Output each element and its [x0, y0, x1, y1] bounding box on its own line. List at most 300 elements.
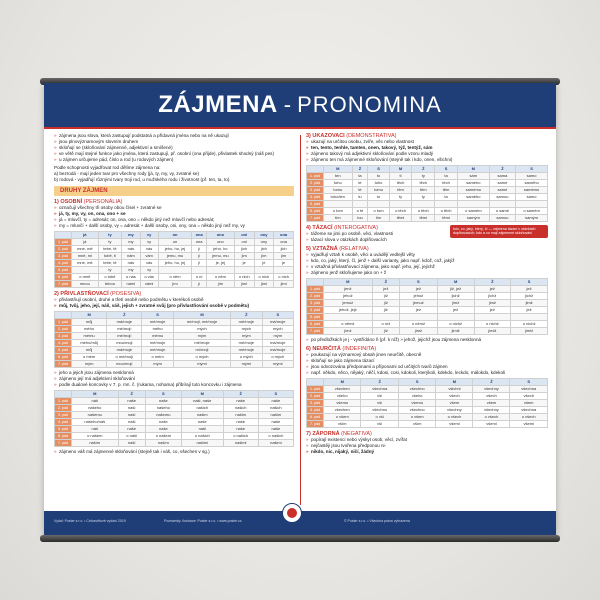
table-cell: jež [400, 286, 438, 293]
table-cell: o nichž [437, 321, 474, 328]
privl-last: » zájmeno váš má zájmenné skloňování (stejně tak i váš, co, všechen v sg.) [54, 449, 294, 455]
table-cell: těmi [412, 215, 435, 222]
rodova-text: b) rodová - vyjadřují různými tvary troji rod, u mužského rodu i životnost (př. ten, ta, to) [54, 177, 230, 182]
table-row [307, 393, 548, 400]
table-cell: mé/moje [142, 340, 173, 347]
table-row [55, 260, 294, 267]
vztazna-point: » zájmeno jenž skloňujeme jako on + ž [306, 270, 548, 276]
table-cell: naše [258, 419, 293, 426]
table-cell: tebou [98, 281, 122, 288]
table-cell: mého [142, 326, 173, 333]
osobni-table [54, 231, 294, 288]
footer-text: Poznámky: Ilustrace: Poster s.r.o. • www.poster.cz [164, 519, 242, 523]
table-cell: jež [372, 286, 399, 293]
table-cell: naše [145, 398, 181, 405]
table-header-cell: S [435, 166, 458, 173]
table-cell: jich [254, 246, 274, 253]
table-cell: ona [192, 239, 207, 246]
case-label: 1. pád [307, 386, 324, 393]
ukaz-point: » ukazují na určitou osobu, zvíře, věc nebo vlastnost [306, 139, 548, 145]
table-cell: je [234, 260, 254, 267]
table-row [307, 187, 548, 194]
case-label: 3. pád [55, 412, 72, 419]
case-label: 6. pád [307, 414, 324, 421]
table-cell: naše [118, 426, 145, 433]
table-header-cell: M [181, 391, 223, 398]
vztazna-tag: (RELATIVA) [339, 246, 369, 252]
table-cell: o našem [72, 433, 119, 440]
table-cell: jež [511, 286, 548, 293]
case-label: 4. pád [55, 340, 72, 347]
table-cell: má/moje [262, 347, 293, 354]
tazaci-point: » tázací slova v otázkách doplňovacích [306, 237, 451, 243]
table-cell: jež [437, 307, 474, 314]
case-label: 3. pád [307, 300, 324, 307]
table-cell: všem [436, 400, 473, 407]
table-header-cell: já [72, 232, 99, 239]
table-cell: o těch [389, 208, 412, 215]
table-cell: mnou [72, 281, 99, 288]
table-cell: o mých [231, 354, 262, 361]
table-cell: všemu [398, 400, 435, 407]
table-cell: tou [352, 215, 368, 222]
table-cell: jíž [372, 328, 399, 335]
table-cell: náš [72, 398, 119, 405]
table-header-cell: S [262, 312, 293, 319]
case-label: 6. pád [55, 274, 72, 281]
table-cell: těch [435, 180, 458, 187]
intro-item: » ve větě mají stejné funkce jako jména, která zastupují, př. osobní (ona přijde), přivlastek shodný (náš pes) [54, 151, 294, 157]
table-cell: mne, mě [72, 246, 99, 253]
table-row [55, 239, 294, 246]
table-cell: samou [489, 194, 515, 201]
table-cell: to [368, 194, 389, 201]
table-cell: mých [173, 326, 230, 333]
table-row [55, 253, 294, 260]
table-cell: o mém [142, 354, 173, 361]
table-cell: o našich [181, 433, 223, 440]
table-cell: mou/moji [107, 340, 142, 347]
table-header-cell: on [158, 232, 192, 239]
table-cell: mé/mojí [107, 333, 142, 340]
table-cell: jich [234, 246, 254, 253]
table-row [55, 333, 294, 340]
table-row [307, 286, 548, 293]
table-header-row [55, 391, 294, 398]
case-label: 2. pád [55, 405, 72, 412]
table-cell: jež [474, 307, 511, 314]
table-cell: všemu [324, 400, 361, 407]
case-label: 3. pád [307, 400, 324, 407]
table-cell [158, 267, 192, 274]
table-cell: všemi [436, 421, 473, 428]
table-row [307, 321, 548, 328]
case-label: 4. pád [55, 419, 72, 426]
table-cell: samým [516, 215, 548, 222]
table-cell: jemu, mu [206, 253, 234, 260]
table-cell: všechno [398, 386, 435, 393]
table-cell: našeho/náš [72, 419, 119, 426]
table-cell: vás [140, 260, 158, 267]
table-cell: náš [72, 426, 119, 433]
table-cell: té [352, 180, 368, 187]
table-cell: našich [223, 405, 258, 412]
table-row [55, 361, 294, 368]
table-cell: mou/mojí [107, 361, 142, 368]
table-cell: jíž [372, 293, 399, 300]
table-cell: o všech [436, 414, 473, 421]
table-row [55, 347, 294, 354]
table-header-cell: S [145, 391, 181, 398]
table-cell [206, 267, 234, 274]
table-cell: těm [389, 187, 412, 194]
table-cell: je [254, 260, 274, 267]
table-row [55, 440, 294, 447]
table-header-cell: M [389, 166, 412, 173]
table-cell: vším [324, 421, 361, 428]
table-cell: my [122, 267, 140, 274]
table-cell [400, 314, 438, 321]
table-header-row [307, 279, 548, 286]
table-cell: naše [145, 426, 181, 433]
ukaz-point: » zájmeno takový má adjektivní skloňování podle vzoru mladý [306, 151, 548, 157]
table-cell: všem [473, 400, 510, 407]
privl-table-nas [54, 390, 294, 447]
table-cell: o nichž [474, 321, 511, 328]
table-cell: vší [361, 393, 398, 400]
table-cell: o všech [473, 414, 510, 421]
table-cell: ty [412, 194, 435, 201]
table-cell [474, 314, 511, 321]
poster-bottom-rod [40, 535, 560, 542]
table-cell: má/moje [107, 347, 142, 354]
table-cell: těch [389, 180, 412, 187]
table-row [55, 426, 294, 433]
table-cell: jíž [372, 300, 399, 307]
table-header-cell: Ž [107, 312, 142, 319]
table-cell: již [372, 307, 399, 314]
table-row [55, 340, 294, 347]
table-cell: o něm [158, 274, 192, 281]
table-cell: vy [140, 239, 158, 246]
table-header-cell: S [142, 312, 173, 319]
table-cell: toho [324, 180, 353, 187]
footer-text: © Poster s.r.o. • Všechna práva vyhrazena [344, 519, 410, 523]
table-cell: jemuž [324, 300, 373, 307]
table-cell [324, 201, 353, 208]
table-cell [412, 201, 435, 208]
footer-text: Vydal: Poster s.r.o. • Celosvětové vydání 2019 [54, 519, 126, 523]
table-cell: jenž [324, 286, 373, 293]
table-header-cell: Ž [361, 379, 398, 386]
table-cell: vším [398, 421, 435, 428]
table-row [55, 274, 294, 281]
table-cell: samo [516, 194, 548, 201]
table-header-cell: M [436, 379, 473, 386]
table-cell [511, 314, 548, 321]
neurc-point: » např. někdo, něco, nějaký, něčí, kdosi, cosi, kdokoli, kterýkoli, kdekdo, leckdo, málokdo, kdekoli [306, 370, 548, 376]
vztazna-table [306, 278, 548, 335]
table-cell: naše [223, 398, 258, 405]
table-cell: naše [145, 419, 181, 426]
table-cell [324, 314, 373, 321]
table-cell: o našem [145, 433, 181, 440]
table-cell: vší [361, 421, 398, 428]
table-cell: o mých [262, 354, 293, 361]
table-header-cell: oni [234, 232, 254, 239]
table-header-cell: S [510, 379, 548, 386]
table-cell: všech [436, 393, 473, 400]
case-label: 1. pád [55, 398, 72, 405]
table-row [307, 328, 548, 335]
neurc-title: 6) NEURČITÁ [306, 346, 341, 352]
tazaci-point: » tážeme se jimi po osobě, věci, vlastnosti [306, 231, 451, 237]
case-label: 1. pád [307, 173, 324, 180]
table-cell: o nich [234, 274, 254, 281]
table-cell: jímž [324, 328, 373, 335]
table-header-cell: Ž [231, 312, 262, 319]
table-cell: jím [206, 281, 234, 288]
table-cell: jim [234, 253, 254, 260]
table-cell: všichni [436, 386, 473, 393]
case-label: 6. pád [307, 321, 324, 328]
table-cell: samého [457, 194, 489, 201]
table-cell: našeho [72, 405, 119, 412]
table-header-cell: ty [98, 232, 122, 239]
table-cell: jimiž [511, 328, 548, 335]
table-cell: našemu [72, 412, 119, 419]
case-label: 6. pád [55, 433, 72, 440]
table-corner-cell [307, 379, 324, 386]
poster-header [44, 83, 556, 127]
table-cell: těm [412, 187, 435, 194]
left-column [54, 133, 294, 507]
table-cell: všeho [398, 393, 435, 400]
table-cell: tobě, ti [98, 253, 122, 260]
table-row [307, 414, 548, 421]
table-cell: o nichž [511, 321, 548, 328]
table-cell: mým [72, 361, 107, 368]
ukaz-tag: (DEMONSTRATIVA) [346, 133, 397, 139]
case-label: 2. pád [55, 246, 72, 253]
table-cell: naší [118, 412, 145, 419]
table-cell: o našich [223, 433, 258, 440]
table-cell: mými [262, 361, 293, 368]
case-label: 4. pád [307, 407, 324, 414]
table-cell [457, 201, 489, 208]
tazaci-callout: kdo, co, jaký, který, čí — zájmena tázací v otázkách doplňovacích; kdo a co mají zájmenné skloňování [450, 225, 548, 238]
table-cell: mým [231, 333, 262, 340]
zapor-tag: (NEGATIVA) [341, 431, 372, 437]
publisher-logo-icon [282, 503, 302, 523]
table-cell: našeho [145, 405, 181, 412]
table-cell: našim [181, 412, 223, 419]
ukaz-table [306, 165, 548, 222]
table-cell: o mém [72, 354, 107, 361]
column-divider [300, 135, 301, 505]
table-row [55, 412, 294, 419]
case-label: 5. pád [55, 426, 72, 433]
intro-item: » u zájmen určujeme pád, číslo a rod (u rodových zájmen) [54, 157, 294, 163]
vztazna-point: » kdo, co, jaký, který, čí, jenž + další varianty, jako např. kdož, což, jakýž [306, 258, 548, 264]
case-label: 4. pád [307, 307, 324, 314]
table-cell: o němž [324, 321, 373, 328]
table-cell: ty [98, 267, 122, 274]
table-header-cell: Ž [223, 391, 258, 398]
title-dash: - [283, 92, 292, 117]
table-cell: jich [274, 246, 294, 253]
intro-item: » jsou plnovýznamovým slovním druhem [54, 139, 294, 145]
table-cell: tomu [368, 187, 389, 194]
table-corner-cell [55, 312, 72, 319]
vztazna-more: » po předložkách je j - vystřídáno ň (př. k níž) » jehož, jejichž jsou zájmena nesklonná [306, 337, 548, 343]
privl-more: » jeho a jejich jsou zájmena nesklonná [54, 370, 294, 376]
vztazna-point: » v vztažná přivlastňovací zájmena, jako např. jeho, její, jejichž [306, 264, 548, 270]
table-cell: o ní [192, 274, 207, 281]
table-header-cell: M [173, 312, 230, 319]
table-row [307, 421, 548, 428]
zapor-point: » nikdo, nic, nijaký, ničí, žádný [306, 449, 548, 455]
case-label: 1. pád [55, 239, 72, 246]
case-label: 6. pád [307, 208, 324, 215]
table-cell: všem [510, 400, 548, 407]
table-row [55, 267, 294, 274]
table-cell: naším [145, 440, 181, 447]
table-cell: všechen [324, 386, 361, 393]
table-cell: mému [142, 333, 173, 340]
table-cell: mé/moje [173, 340, 230, 347]
table-header-cell: Ž [489, 166, 515, 173]
table-corner-cell [307, 279, 324, 286]
table-cell: ona [274, 239, 294, 246]
case-label: 5. pád [307, 314, 324, 321]
table-row [55, 419, 294, 426]
table-cell: jí [192, 246, 207, 253]
table-header-row [55, 232, 294, 239]
table-cell: těmi [389, 215, 412, 222]
table-cell: jimž [437, 300, 474, 307]
tazaci-title: 4) TÁZACÍ [306, 225, 333, 231]
table-cell: mně, mi [72, 253, 99, 260]
tazaci-block [306, 225, 548, 243]
table-cell: o níž [372, 321, 399, 328]
rod-intro: Podle schopnosti vyjadřovat rod dělíme zájmena na: [54, 165, 161, 170]
table-cell: jeho, ho, jej [158, 246, 192, 253]
table-cell: ten [324, 173, 353, 180]
table-cell: jichž [511, 293, 548, 300]
table-cell: jichž [474, 293, 511, 300]
case-label: 2. pád [307, 293, 324, 300]
table-cell: mých [262, 326, 293, 333]
table-cell: mému [72, 333, 107, 340]
case-label: 7. pád [307, 215, 324, 222]
header-red-line [44, 127, 556, 129]
table-cell: mých [231, 326, 262, 333]
table-cell: jí [192, 253, 207, 260]
table-cell: naším [72, 440, 119, 447]
table-cell: má/moje [262, 319, 293, 326]
table-cell: naši [118, 419, 145, 426]
table-cell: je [274, 260, 294, 267]
table-header-cell: S [511, 279, 548, 286]
table-cell: toho [368, 180, 389, 187]
table-cell: jemu, mu [158, 253, 192, 260]
table-cell: mého/můj [72, 340, 107, 347]
table-row [55, 354, 294, 361]
privl-title: 2) PŘIVLASTŇOVACÍ [54, 291, 109, 297]
table-cell: tebe, tě [98, 246, 122, 253]
neurc-point: » jsou odvozována předponami a příponami od určitých tvarů zájmen [306, 364, 548, 370]
table-corner-cell [307, 166, 324, 173]
table-cell: samého [516, 180, 548, 187]
table-cell: ti [389, 173, 412, 180]
table-cell: všechny [473, 386, 510, 393]
table-cell: samým [457, 215, 489, 222]
privl-point: » přivlastňují osobní, druhé a třetí osobě nebo podmětu v kterékoli osobě [54, 297, 294, 303]
bezroda-text: a) bezrodá - mají jeden tvar pro všechny rody (já, ty, my, vy, zvratné se) [54, 171, 200, 176]
table-cell: můj [72, 319, 107, 326]
poster-footer [44, 511, 556, 535]
table-cell: o těch [412, 208, 435, 215]
table-cell: o naší [118, 433, 145, 440]
osobni-point: » já, ty, my, vy, on, ona, ono + se [54, 211, 294, 217]
table-cell: tím [324, 215, 353, 222]
table-cell: jímž [400, 328, 438, 335]
table-cell: o mých [173, 354, 230, 361]
table-row [307, 215, 548, 222]
table-cell: jimž [511, 300, 548, 307]
table-cell: mí/moji [173, 347, 230, 354]
table-cell: my [122, 239, 140, 246]
table-cell: všechny [436, 407, 473, 414]
table-cell: všeho [324, 393, 361, 400]
table-cell: všechna [510, 386, 548, 393]
table-cell: o samém [457, 208, 489, 215]
case-label: 3. pád [55, 333, 72, 340]
zapor-point: » popírají existenci nebo výskyt osob, věcí, zvířat [306, 437, 548, 443]
table-cell: sám [457, 173, 489, 180]
table-cell: našimi [258, 440, 293, 447]
table-row [307, 386, 548, 393]
table-header-cell: S [516, 166, 548, 173]
table-cell: tím [368, 215, 389, 222]
privl-point: » můj, tvůj, jeho, její, náš, váš, jejich + zvratné svůj (pro přivlastňování osobě v podmětu) [54, 303, 294, 309]
table-header-cell: vy [140, 232, 158, 239]
table-cell: jim [254, 253, 274, 260]
table-row [307, 173, 548, 180]
table-cell: o nás [122, 274, 140, 281]
table-cell: o tom [368, 208, 389, 215]
table-cell: vy [140, 267, 158, 274]
table-cell: naši [181, 426, 223, 433]
table-cell: mými [173, 361, 230, 368]
table-cell: o té [352, 208, 368, 215]
table-row [307, 300, 548, 307]
table-cell: o tobě [98, 274, 122, 281]
table-cell: jím [158, 281, 192, 288]
right-column [306, 133, 548, 507]
table-cell: naší [118, 405, 145, 412]
table-row [307, 307, 548, 314]
table-cell: samému [516, 187, 548, 194]
privl-more: » zájmeno její má adjektivní skloňování [54, 376, 294, 382]
osobni-point: » my = mluvčí + další osoby, vy = adresát + další osoby, oni, ony, ona = někdo jiný než my, vy [54, 223, 294, 229]
table-cell: ta [352, 173, 368, 180]
table-row [307, 208, 548, 215]
privl-more: » podle dualové koncovky v 7. p. mn. č. (rukama, nohama) přibírají tuto koncovku i zájmena [54, 382, 294, 388]
table-cell: mým [262, 333, 293, 340]
table-cell: těm [435, 187, 458, 194]
